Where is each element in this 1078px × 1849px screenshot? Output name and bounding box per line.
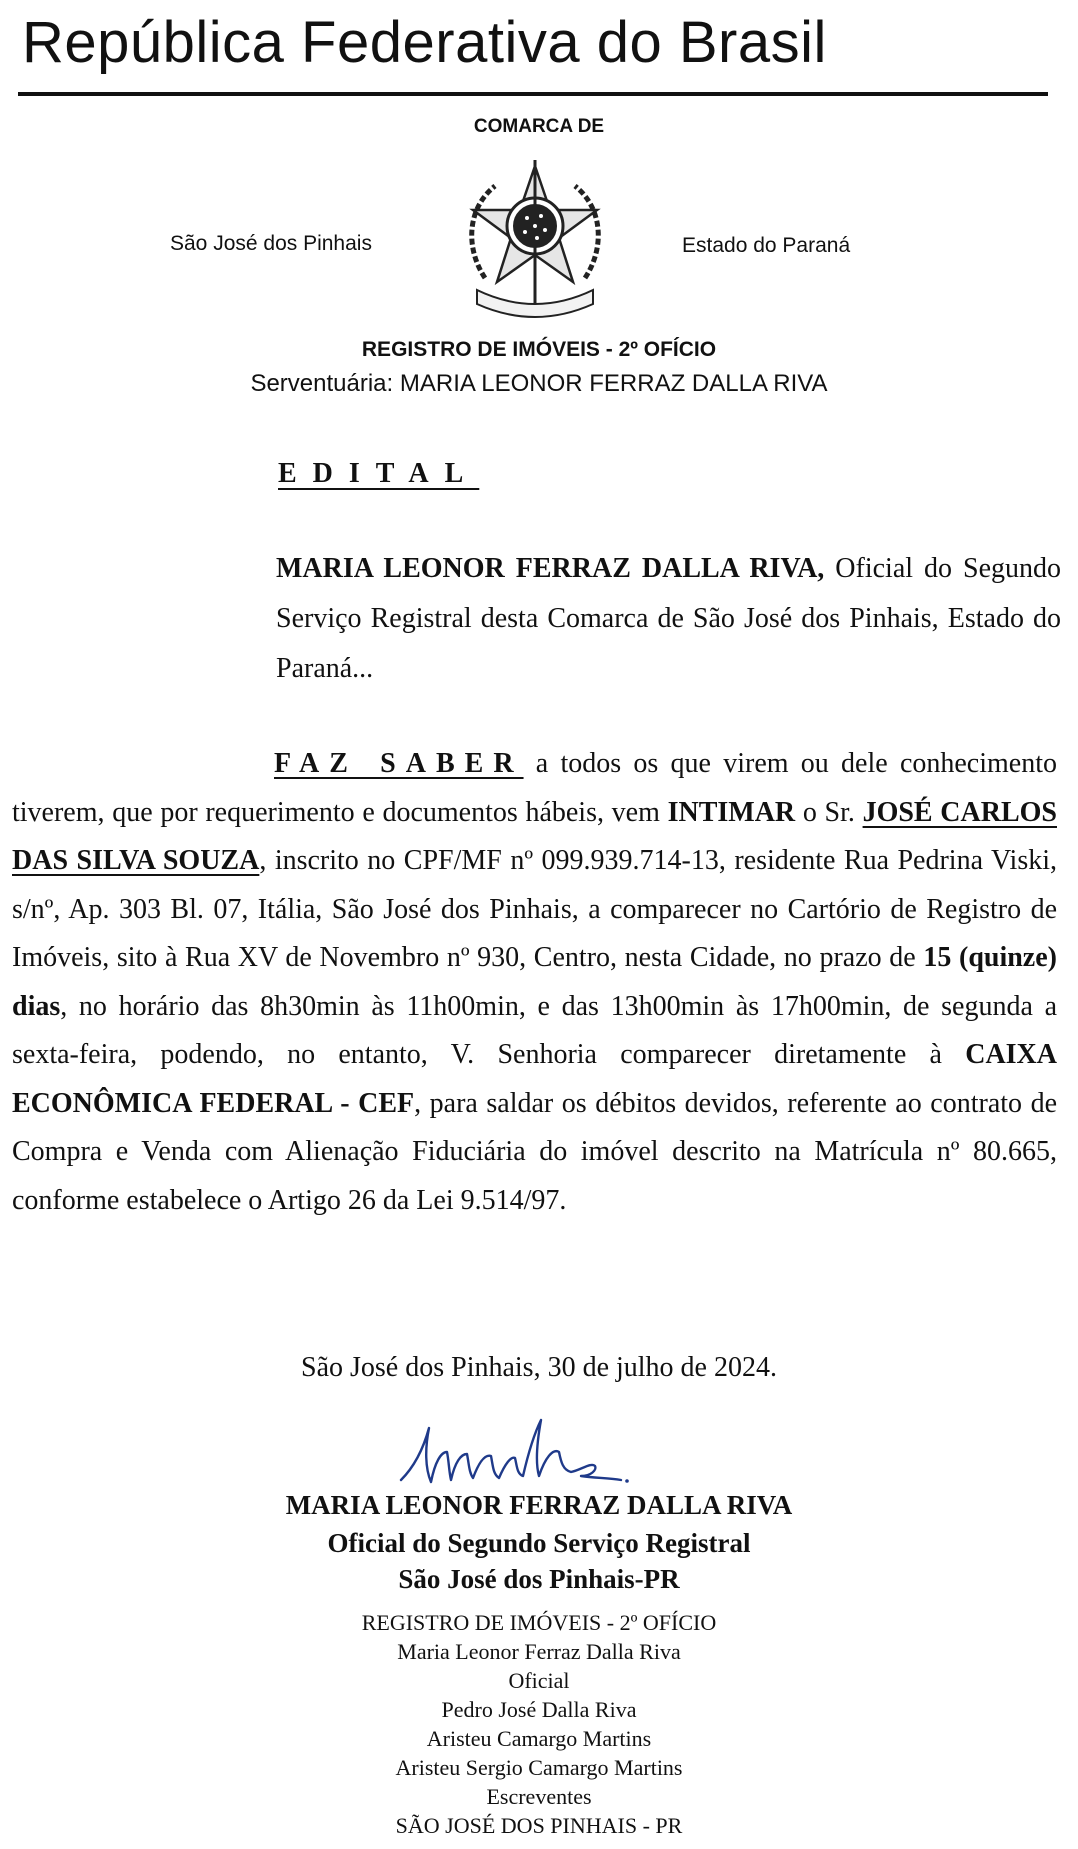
brazil-coat-of-arms-icon xyxy=(455,158,615,322)
header-city: São José dos Pinhais xyxy=(170,232,372,255)
signatory-role: Oficial do Segundo Serviço Registral xyxy=(327,1528,751,1558)
comarca-label: COMARCA DE xyxy=(473,116,605,137)
notice-text-1: a todos os que virem ou dele conhecimento tiverem, que por requerimento e documentos hábeis, vem xyxy=(12,748,1057,828)
registry-title: REGISTRO DE IMÓVEIS - 2º OFÍCIO xyxy=(361,338,717,361)
stamp-line: Oficial xyxy=(508,1668,570,1693)
handwritten-signature xyxy=(395,1410,645,1492)
stamp-line: SÃO JOSÉ DOS PINHAIS - PR xyxy=(395,1813,683,1838)
intro-official-name: MARIA LEONOR FERRAZ DALLA RIVA, xyxy=(276,553,825,584)
stamp-line: Pedro José Dalla Riva xyxy=(441,1697,637,1722)
deadline: 15 (quinze) dias xyxy=(12,942,1057,1022)
notice-text-5: , para saldar os débitos devidos, referente ao contrato de Compra e Venda com Alienação Fiduciária do imóvel descrito na Matrícula nº 80.665, conforme estabelece o Artigo 26 da Lei 9.514/97. xyxy=(12,1087,1057,1216)
signatory-city: São José dos Pinhais-PR xyxy=(398,1564,680,1594)
notified-person: JOSÉ CARLOS DAS SILVA SOUZA xyxy=(12,796,1057,876)
stamp-line: Aristeu Sergio Camargo Martins xyxy=(395,1755,683,1780)
edital-heading: EDITAL xyxy=(278,458,480,489)
bank-name: CAIXA ECONÔMICA FEDERAL - CEF xyxy=(12,1039,1057,1119)
stamp-line: Maria Leonor Ferraz Dalla Riva xyxy=(397,1639,681,1664)
intimar-label: INTIMAR xyxy=(667,796,796,828)
stamp-line: Escreventes xyxy=(486,1784,592,1809)
intro-paragraph xyxy=(276,544,1061,694)
notice-text-3: , inscrito no CPF/MF nº 099.939.714-13, residente Rua Pedrina Viski, s/nº, Ap. 303 Bl. 07, Itália, São José dos Pinhais, a comparecer no Cartório de Registro de Imóveis, sito à Rua XV de Novembro nº 930, Centro, nesta Cidade, no prazo de xyxy=(12,845,1057,973)
faz-saber-label: FAZ SABER xyxy=(274,748,524,779)
stamp-line: REGISTRO DE IMÓVEIS - 2º OFÍCIO xyxy=(361,1610,717,1635)
document-title: República Federativa do Brasil xyxy=(22,10,827,75)
stamp-line: Aristeu Camargo Martins xyxy=(426,1726,652,1751)
document-date: São José dos Pinhais, 30 de julho de 2024. xyxy=(301,1352,777,1383)
registry-stamp xyxy=(0,1608,1078,1840)
notice-text-2: o Sr. xyxy=(795,796,863,828)
notice-paragraph xyxy=(12,740,1057,1225)
header-state: Estado do Paraná xyxy=(682,234,851,257)
title-divider xyxy=(18,92,1048,96)
serventuaria-line: Serventuária: MARIA LEONOR FERRAZ DALLA RIVA xyxy=(250,370,828,397)
notice-text-4: , no horário das 8h30min às 11h00min, e das 13h00min às 17h00min, de segunda a sexta-feira, podendo, no entanto, V. Senhoria comparecer diretamente à xyxy=(12,990,1057,1070)
intro-text: Oficial do Segundo Serviço Registral desta Comarca de São José dos Pinhais, Estado do Paraná... xyxy=(276,553,1062,684)
signatory-name: MARIA LEONOR FERRAZ DALLA RIVA xyxy=(285,1490,793,1520)
